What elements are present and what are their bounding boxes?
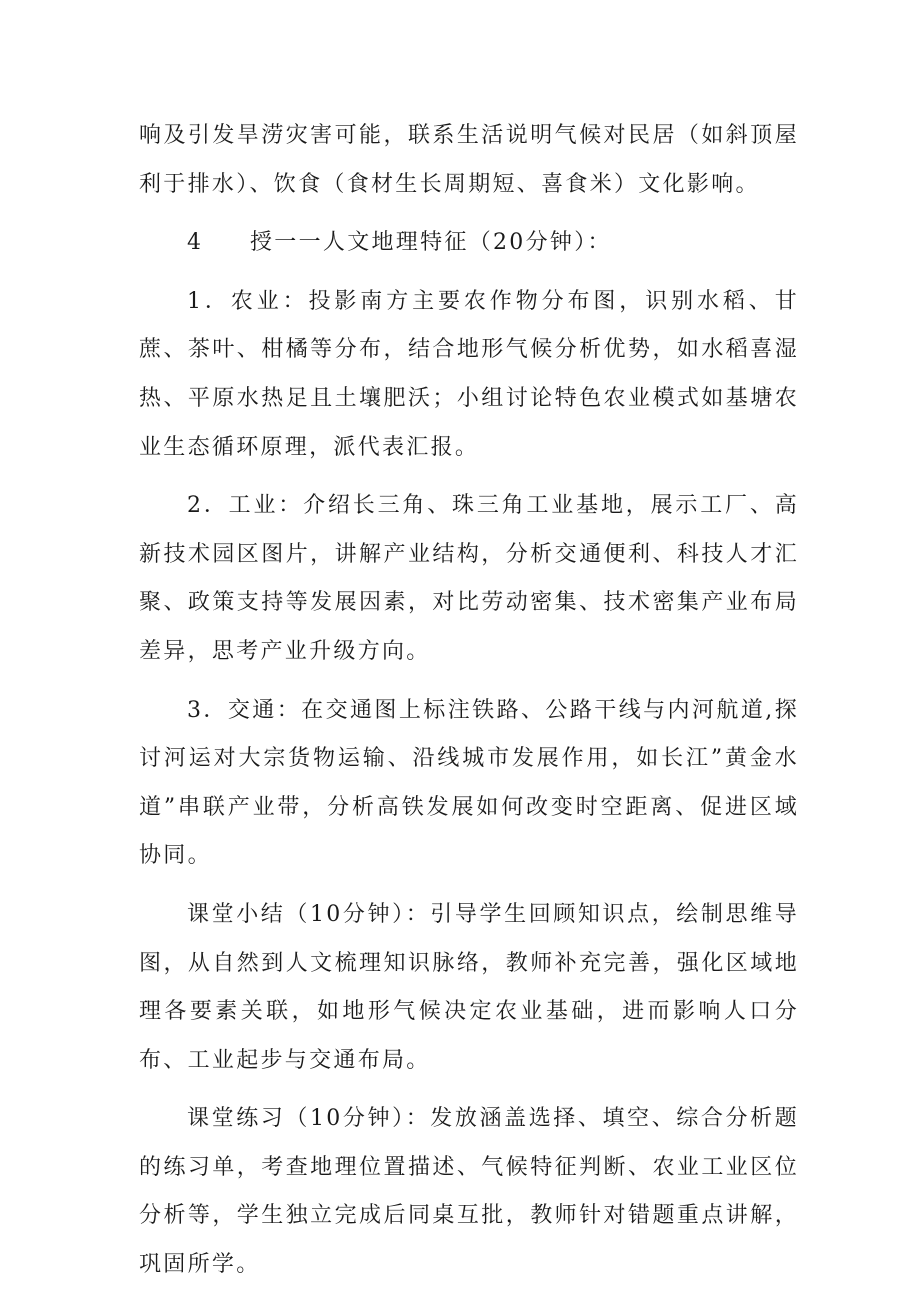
paragraph-industry: 2．工业：介绍长三角、珠三角工业基地，展示工厂、高新技术园区图片，讲解产业结构，分析交通便利、科技人才汇聚、政策支持等发展因素，对比劳动密集、技术密集产业布局差异，思考产业升级方向。: [139, 493, 799, 664]
section-heading-4: [139, 219, 799, 268]
section-title: 授一一人文地理特征（20分钟）：: [250, 230, 612, 256]
paragraph-agriculture: 1．农业：投影南方主要农作物分布图，识别水稻、甘蔗、茶叶、柑橘等分布，结合地形气候分析优势，如水稻喜湿热、平原水热足且土壤肥沃；小组讨论特色农业模式如基塘农业生态循环原理，派代表汇报。: [139, 288, 799, 460]
document-body: [139, 112, 799, 1290]
section-number: 4: [187, 230, 204, 256]
paragraph-practice: 课堂练习（10分钟）：发放涵盖选择、填空、综合分析题的练习单，考查地理位置描述、气候特征判断、农业工业区位分析等，学生独立完成后同桌互批，教师针对错题重点讲解，巩固所学。: [139, 1106, 799, 1278]
paragraph-summary: 课堂小结（10分钟）：引导学生回顾知识点，绘制思维导图，从自然到人文梳理知识脉络，教师补充完善，强化区域地理各要素关联，如地形气候决定农业基础，进而影响人口分布、工业起步与交通布局。: [139, 901, 799, 1073]
paragraph-climate-impact: 响及引发旱涝灾害可能，联系生活说明气候对民居（如斜顶屋利于排水）、饮食（食材生长周期短、喜食米）文化影响。: [139, 123, 799, 197]
paragraph-transport: 3．交通：在交通图上标注铁路、公路干线与内河航道,探讨河运对大宗货物运输、沿线城市发展作用，如长江”黄金水道”串联产业带，分析高铁发展如何改变时空距离、促进区域协同。: [139, 697, 799, 869]
